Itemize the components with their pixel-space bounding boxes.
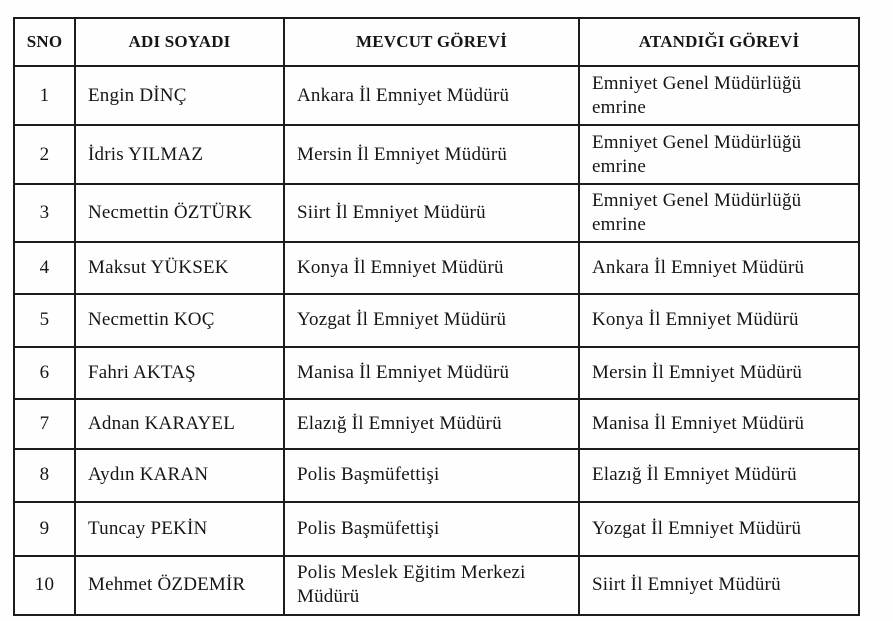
table-row [14,66,859,125]
cell-assigned-position: Emniyet Genel Müdürlüğü emrine [579,66,859,125]
cell-assigned-position: Ankara İl Emniyet Müdürü [579,242,859,294]
cell-name: Necmettin KOÇ [75,294,284,347]
assignments-table [13,17,860,616]
table-row [14,556,859,615]
cell-sno: 5 [14,294,75,347]
table-row [14,502,859,556]
table-row [14,184,859,242]
cell-current-position: Ankara İl Emniyet Müdürü [284,66,579,125]
cell-name: Maksut YÜKSEK [75,242,284,294]
cell-sno: 8 [14,449,75,502]
cell-current-position: Yozgat İl Emniyet Müdürü [284,294,579,347]
cell-assigned-position: Emniyet Genel Müdürlüğü emrine [579,125,859,184]
table-row [14,399,859,449]
cell-assigned-position: Konya İl Emniyet Müdürü [579,294,859,347]
cell-name: Tuncay PEKİN [75,502,284,556]
table-row [14,125,859,184]
column-header-sno: SNO [14,18,75,66]
table-row [14,294,859,347]
column-header-current: MEVCUT GÖREVİ [284,18,579,66]
cell-sno: 7 [14,399,75,449]
cell-sno: 10 [14,556,75,615]
cell-sno: 4 [14,242,75,294]
cell-name: İdris YILMAZ [75,125,284,184]
cell-name: Engin DİNÇ [75,66,284,125]
cell-assigned-position: Mersin İl Emniyet Müdürü [579,347,859,399]
cell-current-position: Konya İl Emniyet Müdürü [284,242,579,294]
cell-current-position: Manisa İl Emniyet Müdürü [284,347,579,399]
column-header-name: ADI SOYADI [75,18,284,66]
cell-name: Mehmet ÖZDEMİR [75,556,284,615]
cell-assigned-position: Yozgat İl Emniyet Müdürü [579,502,859,556]
cell-current-position: Polis Başmüfettişi [284,502,579,556]
table-row [14,449,859,502]
table-row [14,347,859,399]
cell-assigned-position: Manisa İl Emniyet Müdürü [579,399,859,449]
column-header-assigned: ATANDIĞI GÖREVİ [579,18,859,66]
cell-current-position: Elazığ İl Emniyet Müdürü [284,399,579,449]
table-row [14,242,859,294]
cell-sno: 3 [14,184,75,242]
cell-current-position: Siirt İl Emniyet Müdürü [284,184,579,242]
cell-sno: 6 [14,347,75,399]
cell-current-position: Polis Başmüfettişi [284,449,579,502]
cell-assigned-position: Siirt İl Emniyet Müdürü [579,556,859,615]
cell-name: Adnan KARAYEL [75,399,284,449]
cell-name: Necmettin ÖZTÜRK [75,184,284,242]
cell-name: Fahri AKTAŞ [75,347,284,399]
cell-assigned-position: Elazığ İl Emniyet Müdürü [579,449,859,502]
cell-current-position: Mersin İl Emniyet Müdürü [284,125,579,184]
cell-sno: 2 [14,125,75,184]
cell-assigned-position: Emniyet Genel Müdürlüğü emrine [579,184,859,242]
header-row [14,18,859,66]
cell-sno: 9 [14,502,75,556]
cell-sno: 1 [14,66,75,125]
cell-name: Aydın KARAN [75,449,284,502]
cell-current-position: Polis Meslek Eğitim Merkezi Müdürü [284,556,579,615]
